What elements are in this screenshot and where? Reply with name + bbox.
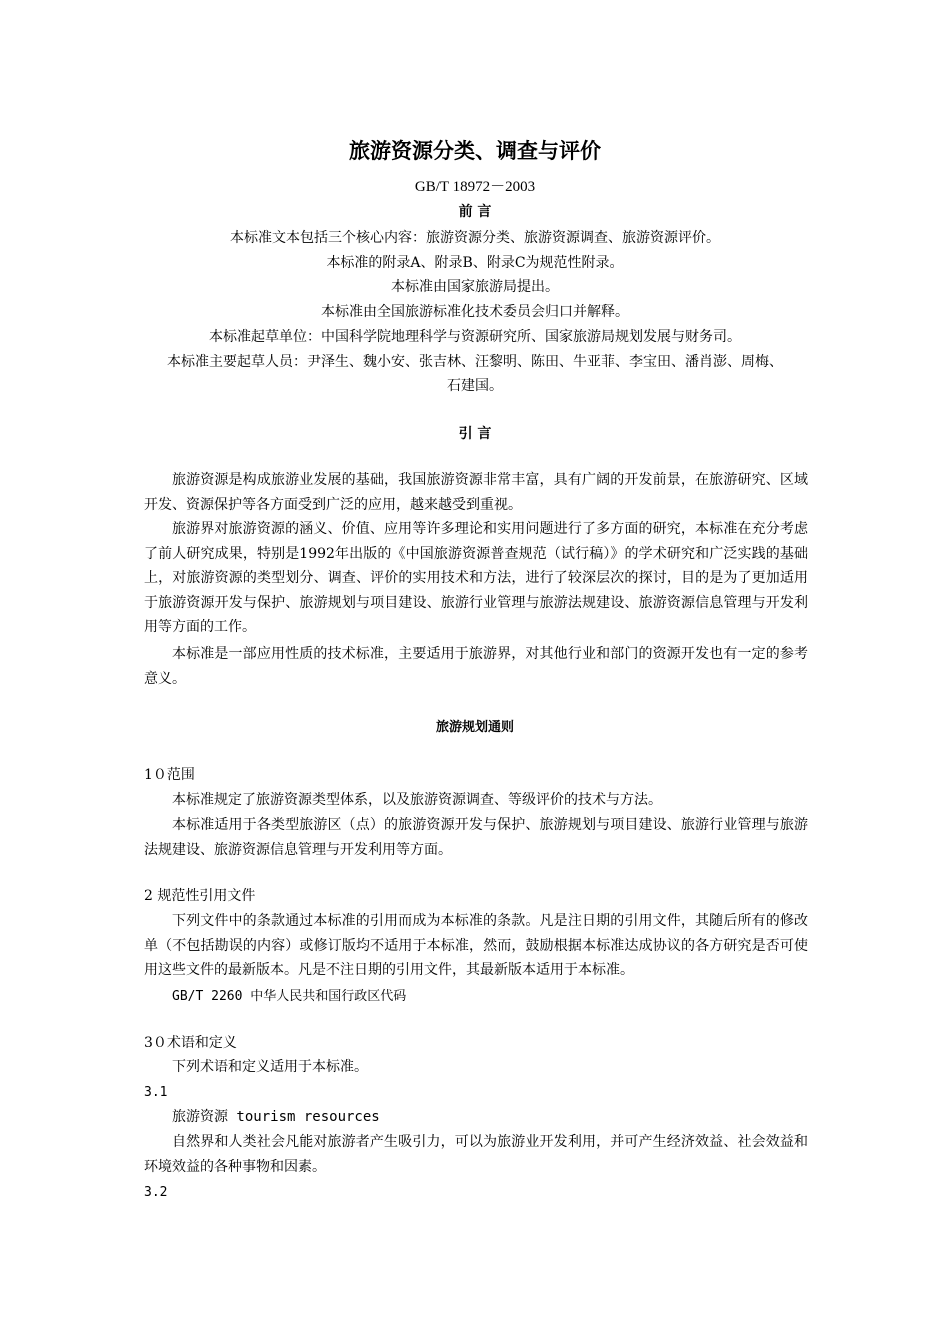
scope-heading: 1０范围: [144, 767, 195, 783]
scope-paragraph: 本标准规定了旅游资源类型体系，以及旅游资源调查、等级评价的技术与方法。: [172, 792, 662, 808]
foreword-line: 本标准由国家旅游局提出。: [391, 279, 559, 295]
standard-code: GB/T 18972－2003: [414, 179, 536, 195]
intro-paragraph: 本标准是一部应用性质的技术标准，主要适用于旅游界，对其他行业和部门的资源开发也有一定的参考意义。: [144, 646, 808, 687]
term-definition: 自然界和人类社会凡能对旅游者产生吸引力，可以为旅游业开发利用，并可产生经济效益、社会效益和环境效益的各种事物和因素。: [144, 1134, 808, 1175]
term-name: 旅游资源 tourism resources: [172, 1109, 380, 1125]
references-heading: 2 规范性引用文件: [144, 888, 256, 904]
foreword-line: 本标准主要起草人员：尹泽生、魏小安、张吉林、汪黎明、陈田、牛亚菲、李宝田、潘肖澎、周梅、: [167, 354, 783, 370]
reference-item: GB/T 2260 中华人民共和国行政区代码: [172, 989, 407, 1004]
section-heading: 旅游规划通则: [435, 720, 514, 735]
terms-heading: 3０术语和定义: [144, 1035, 237, 1051]
document-title: 旅游资源分类、调查与评价: [349, 138, 601, 163]
references-paragraph: 下列文件中的条款通过本标准的引用而成为本标准的条款。凡是注日期的引用文件，其随后所有的修改单（不包括勘误的内容）或修订版均不适用于本标准，然而，鼓励根据本标准达成协议的各方研究是否可使用这些文件的最新版本。凡是不注日期的引用文件，其最新版本适用于本标准。: [144, 913, 808, 979]
foreword-line: 本标准的附录A、附录B、附录C为规范性附录。: [326, 255, 624, 271]
clause-number: 3.1: [144, 1085, 168, 1100]
intro-paragraph: 旅游界对旅游资源的涵义、价值、应用等许多理论和实用问题进行了多方面的研究，本标准在充分考虑了前人研究成果，特别是1992年出版的《中国旅游资源普查规范（试行稿）》的学术研究和广泛实践的基础上，对旅游资源的类型划分、调查、评价的实用技术和方法，进行了较深层次的探讨，目的是为了更加适用于旅游资源开发与保护、旅游规划与项目建设、旅游行业管理与旅游法规建设、旅游资源信息管理与开发利用等方面的工作。: [144, 521, 808, 636]
clause-number: 3.2: [144, 1185, 168, 1200]
terms-intro: 下列术语和定义适用于本标准。: [172, 1059, 368, 1075]
intro-heading: 引 言: [458, 426, 492, 442]
foreword-line: 本标准文本包括三个核心内容：旅游资源分类、旅游资源调查、旅游资源评价。: [230, 230, 720, 246]
scope-paragraph: 本标准适用于各类型旅游区（点）的旅游资源开发与保护、旅游规划与项目建设、旅游行业管理与旅游法规建设、旅游资源信息管理与开发利用等方面。: [144, 817, 808, 858]
foreword-line: 本标准起草单位：中国科学院地理科学与资源研究所、国家旅游局规划发展与财务司。: [209, 329, 741, 345]
foreword-line: 本标准由全国旅游标准化技术委员会归口并解释。: [321, 304, 629, 320]
foreword-heading: 前 言: [458, 204, 492, 220]
intro-paragraph: 旅游资源是构成旅游业发展的基础，我国旅游资源非常丰富，具有广阔的开发前景，在旅游研究、区域开发、资源保护等各方面受到广泛的应用，越来越受到重视。: [144, 472, 808, 513]
foreword-line: 石建国。: [447, 378, 503, 394]
